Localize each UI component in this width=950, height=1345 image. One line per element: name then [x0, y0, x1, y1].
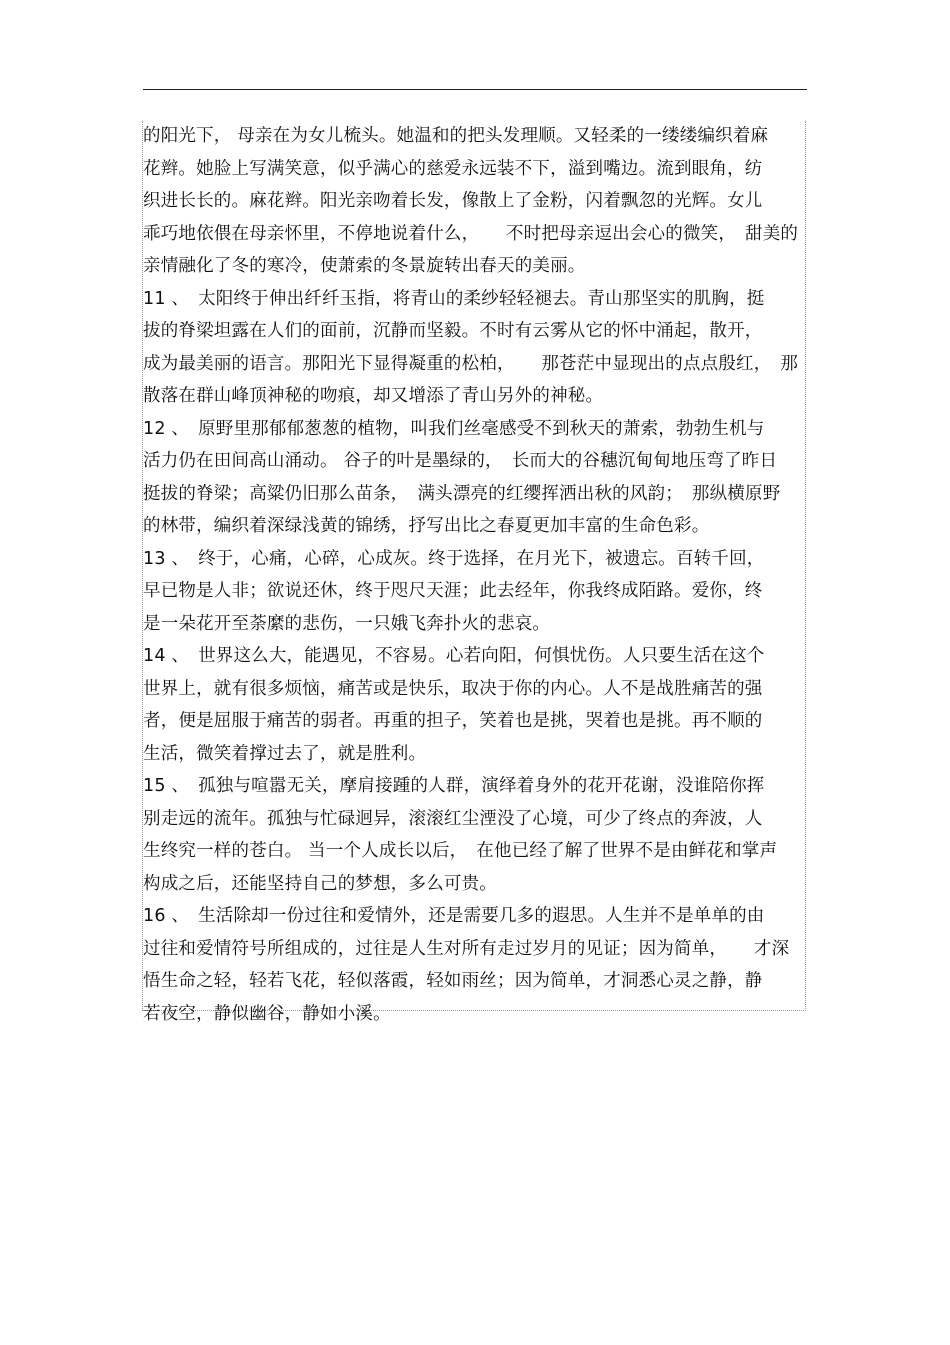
text-line: 的林带，编织着深绿浅黄的锦绣，抒写出比之春夏更加丰富的生命色彩。	[143, 516, 710, 536]
text-line: 别走远的流年。孤独与忙碌迥异，滚滚红尘湮没了心境，可少了终点的奔波，人	[143, 808, 763, 829]
text-line: 亲情融化了冬的寒冷，使萧索的冬景旋转出春天的美丽。	[143, 256, 586, 276]
text-line: 早已物是人非；欲说还休，终于咫尺天涯；此去经年，你我终成陌路。爱你，终	[143, 581, 763, 601]
text-line: 的阳光下， 母亲在为女儿梳头。她温和的把头发理顺。又轻柔的一缕缕编织着麻	[143, 126, 769, 146]
text-line: 是一朵花开至荼縻的悲伤，一只娥飞奔扑火的悲哀。	[143, 613, 551, 634]
text-line: 生活，微笑着撑过去了，就是胜利。	[143, 743, 427, 764]
text-line: 散落在群山峰顶神秘的吻痕，却又增添了青山另外的神秘。	[143, 386, 604, 406]
text-line: 乖巧地依偎在母亲怀里，不停地说着什么， 不时把母亲逗出会心的微笑， 甜美的	[143, 223, 799, 244]
text-line: 活力仍在田间高山涌动。 谷子的叶是墨绿的， 长而大的谷穗沉甸甸地压弯了昨日	[143, 451, 778, 471]
text-line: 拔的脊梁坦露在人们的面前，沉静而坚毅。不时有云雾从它的怀中涌起，散开，	[143, 321, 763, 341]
text-line: 若夜空，静似幽谷，静如小溪。	[143, 1003, 391, 1024]
body-text-block	[142, 121, 806, 1024]
text-line: 者，便是屈服于痛苦的弱者。再重的担子，笑着也是挑，哭着也是挑。再不顺的	[143, 711, 763, 731]
paragraph-14-start: 14 、 世界这么大，能遇见，不容易。心若向阳，何惧忧伤。人只要生活在这个	[143, 646, 765, 666]
text-line: 世界上，就有很多烦恼，痛苦或是快乐，取决于你的内心。人不是战胜痛苦的强	[143, 678, 763, 699]
text-line: 成为最美丽的语言。那阳光下显得凝重的松柏， 那苍茫中显现出的点点殷红， 那	[143, 353, 799, 374]
text-line: 悟生命之轻，轻若飞花，轻似落霞，轻如雨丝；因为简单，才洞悉心灵之静，静	[143, 971, 763, 991]
paragraph-11-start: 11 、 太阳终于伸出纤纤玉指，将青山的柔纱轻轻褪去。青山那坚实的肌胸，挺	[143, 288, 765, 309]
paragraph-15-start: 15 、 孤独与喧嚣无关，摩肩接踵的人群，演绎着身外的花开花谢，没谁陪你挥	[143, 776, 765, 796]
text-line: 挺拔的脊梁；高粱仍旧那么苗条， 满头漂亮的红缨挥洒出秋的风韵； 那纵横原野	[143, 483, 781, 504]
text-line: 织进长长的。麻花辫。阳光亲吻着长发，像散上了金粉，闪着飘忽的光辉。女儿	[143, 191, 763, 211]
paragraph-13-start: 13 、 终于，心痛，心碎，心成灰。终于选择，在月光下，被遗忘。百转千回，	[143, 548, 765, 569]
text-line: 生终究一样的苍白。 当一个人成长以后， 在他已经了解了世界不是由鲜花和掌声	[143, 841, 778, 861]
text-line: 花辫。她脸上写满笑意，似乎满心的慈爱永远装不下，溢到嘴边。流到眼角，纺	[143, 158, 763, 179]
paragraph-16-start: 16 、 生活除却一份过往和爱情外，还是需要几多的遐思。人生并不是单单的由	[143, 906, 765, 926]
text-line: 构成之后，还能坚持自己的梦想，多么可贵。	[143, 873, 497, 894]
header-rule	[143, 89, 807, 90]
text-line: 过往和爱情符号所组成的，过往是人生对所有走过岁月的见证；因为简单， 才深	[143, 938, 790, 959]
paragraph-12-start: 12 、 原野里那郁郁葱葱的植物，叫我们丝毫感受不到秋天的萧索，勃勃生机与	[143, 418, 765, 439]
